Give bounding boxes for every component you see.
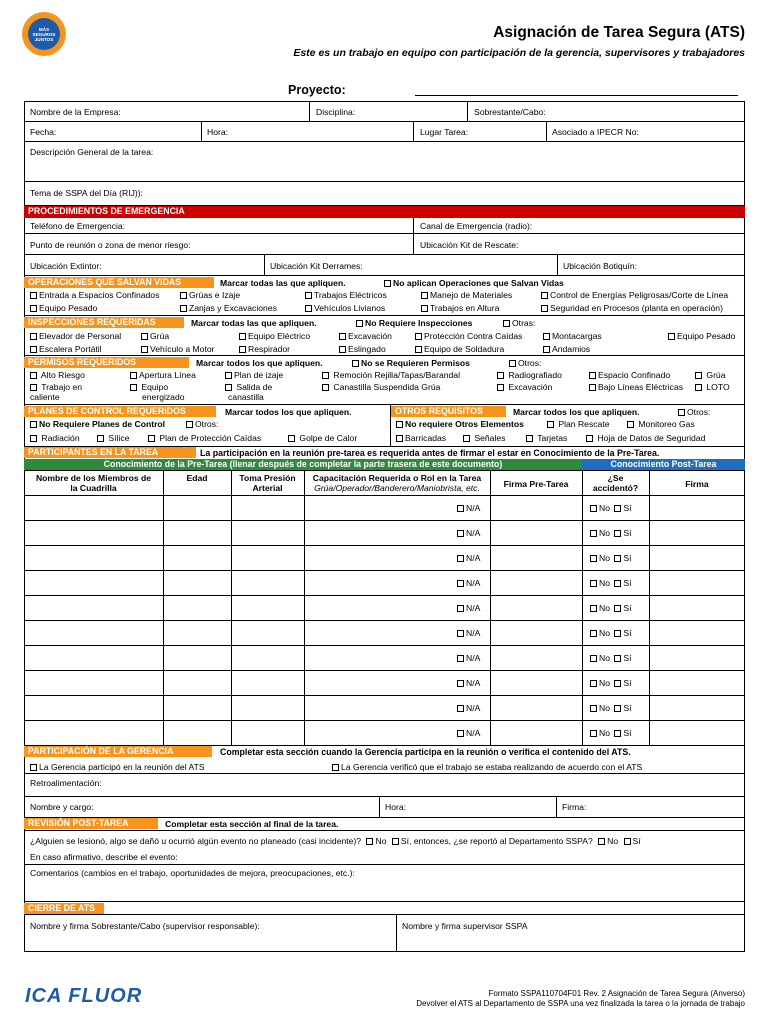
gerencia-title: PARTICIPACIÓN DE LA GERENCIA [28,746,174,756]
perm-item[interactable]: Alto Riesgo [30,370,85,380]
na-checkbox[interactable]: N/A [457,703,480,713]
participantes-note: La participación en la reunión pre-tarea es requerida antes de firmar el estar en Conocimiento de la Pre-Tarea. [200,448,660,458]
kit-rescate-label: Ubicación Kit de Rescate: [420,240,519,250]
plan-item[interactable]: Radiación [30,433,80,443]
post-tarea-title: Conocimiento Post-Tarea [610,459,717,469]
otros-item[interactable]: Señales [463,433,505,443]
table-row [24,520,745,521]
accident-checkbox[interactable]: No Sí [590,653,632,663]
checkbox[interactable] [384,280,391,287]
otros-req-bar [391,406,506,417]
logo-line-1: MÁS [38,27,50,32]
checkbox-reportado-si[interactable] [624,838,631,845]
checkbox-no[interactable] [366,838,373,845]
permisos-no-req[interactable]: No se Requieren Permisos [352,358,470,368]
canal-label: Canal de Emergencia (radio): [420,221,533,231]
pre-tarea-title: Conocimiento de la Pre-Tarea (llenar después de completar la parte trasera de este documento) [103,459,503,469]
col-nombre: Nombre de los Miembros de la Cuadrilla [35,473,152,493]
perm-item[interactable]: Apertura Línea [130,370,196,380]
emergency-title: PROCEDIMIENTOS DE EMERGENCIA [28,206,185,216]
na-checkbox[interactable]: N/A [457,628,480,638]
otros-item[interactable]: Hoja de Datos de Seguridad [586,433,705,443]
na-checkbox[interactable]: N/A [457,578,480,588]
perm-item[interactable]: Espacio Confinado [589,370,670,380]
footer-format: Formato SSPA110704F01 Rev. 2 Asignación de Tarea Segura (Anverso) [488,989,745,998]
na-checkbox[interactable]: N/A [457,603,480,613]
col-lesion: ¿Se accidentó? [592,473,639,493]
perm-item[interactable]: Excavación [497,382,552,392]
op-item[interactable]: Control de Energías Peligrosas/Corte de Línea [541,290,728,300]
extintor-label: Ubicación Extintor: [30,261,102,271]
revision-note: Completar esta sección al final de la tarea. [165,819,339,829]
logo-line-3: JUNTOS [34,37,54,42]
permisos-title: PERMISOS REQUERIDOS [28,357,137,367]
insp-item[interactable]: Grúa [141,331,169,341]
col-edad: Edad [186,473,208,483]
gerencia-opt1[interactable]: La Gerencia participó en la reunión del ATS [30,762,205,772]
logo-line-2: SEGUROS [32,32,56,37]
planes-no-req[interactable]: No Requiere Planes de Control [30,419,165,429]
plan-item[interactable]: Golpe de Calor [288,433,357,443]
op-item[interactable]: Grúas e Izaje [180,290,240,300]
inspecciones-bar [24,317,184,328]
insp-item[interactable]: Andamios [543,344,590,354]
descripcion-label: Descripción General de la tarea: [30,147,154,157]
planes-title: PLANES DE CONTROL REQUERIDOS [28,406,186,416]
op-item[interactable]: Vehículos Livianos [305,303,385,313]
footer-instr: Devolver el ATS al Departamento de SSPA una vez finalizada la tarea o la jornada de trabajo [416,999,745,1008]
tema-label: Tema de SSPA del Día (RIJ)): [30,188,144,198]
na-checkbox[interactable]: N/A [457,678,480,688]
otros-item[interactable]: Barricadas [396,433,446,443]
plan-item[interactable]: Plan de Protección Caídas [148,433,261,443]
insp-item[interactable]: Escalera Portátil [30,344,102,354]
accident-checkbox[interactable]: No Sí [590,728,632,738]
otros-item[interactable]: Tarjetas [526,433,567,443]
revision-title: REVISIÓN POST-TAREA [28,818,129,828]
col-capacitacion: Capacitación Requerida o Rol en la Tarea Grúa/Operador/Banderero/Maniobrista, etc. [312,473,482,493]
insp-item[interactable]: Elevador de Personal [30,331,121,341]
project-label: Proyecto: [288,83,346,97]
project-line[interactable] [415,95,738,96]
insp-item[interactable]: Protección Contra Caídas [415,331,522,341]
empresa-label: Nombre de la Empresa: [30,107,121,117]
na-checkbox[interactable]: N/A [457,503,480,513]
na-checkbox[interactable]: N/A [457,653,480,663]
lugar-label: Lugar Tarea: [420,127,469,137]
plan-item[interactable]: Sílice [97,433,129,443]
operaciones-bar [24,277,214,288]
inspecciones-title: INSPECCIONES REQUERIDAS [28,317,156,327]
planes-instr: Marcar todos los que apliquen. [225,407,352,417]
perm-item[interactable]: Remoción Rejilla/Tapas/Barandal [322,370,460,380]
participantes-bar [24,447,196,458]
permisos-bar [24,357,189,368]
emergency-bar [24,206,745,218]
perm-item-salida-canastilla[interactable]: Salida de canastilla [225,382,272,402]
table-row [24,695,745,696]
retro-label: Retroalimentación: [30,778,102,788]
cierre-bar [24,903,104,914]
telefono-label: Teléfono de Emergencia: [30,221,126,231]
na-checkbox[interactable]: N/A [457,528,480,538]
insp-item[interactable]: Equipo Pesado [668,331,735,341]
hora-label: Hora: [207,127,229,137]
permisos-otros[interactable]: Otros: [509,358,541,368]
otros-item[interactable]: Plan Rescate [547,419,610,429]
table-row [24,720,745,721]
op-item[interactable]: Trabajos Eléctricos [305,290,387,300]
sobrestante-label: Sobrestante/Cabo: [474,107,546,117]
operaciones-instr: Marcar todas las que apliquen. [220,278,346,288]
safety-logo [22,12,66,56]
gerencia-opt2[interactable]: La Gerencia verificó que el trabajo se estaba realizando de acuerdo con el ATS [332,762,642,772]
insp-item[interactable]: Equipo Eléctrico [239,331,310,341]
insp-item[interactable]: Respirador [239,344,290,354]
gerencia-hora-label: Hora: [385,802,407,812]
operaciones-no-aplica[interactable]: No aplican Operaciones que Salvan Vidas [384,278,564,288]
reunion-label: Punto de reunión o zona de menor riesgo: [30,240,191,250]
checkbox-si[interactable] [392,838,399,845]
inspecciones-instr: Marcar todas las que apliquen. [191,318,317,328]
botiquin-label: Ubicación Botiquín: [563,261,638,271]
op-item[interactable]: Equipo Pesado [30,303,97,313]
op-item[interactable]: Manejo de Materiales [421,290,512,300]
cierre-title: CIERRE DE ATS [28,903,95,913]
fecha-label: Fecha: [30,127,57,137]
insp-item[interactable]: Montacargas [543,331,602,341]
accident-checkbox[interactable]: No Sí [590,703,632,713]
accident-checkbox[interactable]: No Sí [590,628,632,638]
otros-req-no-req[interactable]: No requiere Otros Elementos [396,419,524,429]
accident-checkbox[interactable]: No Sí [590,528,632,538]
otros-req-otros[interactable]: Otros: [678,407,710,417]
insp-item[interactable]: Eslingado [339,344,386,354]
table-row [24,620,745,621]
table-row [24,545,745,546]
col-presion: Toma Presión Arterial [239,473,296,493]
inspecciones-no-req[interactable]: No Requiere Inspecciones [356,318,472,328]
page-subtitle: Este es un trabajo en equipo con participación de la gerencia, supervisores y trabajadores [293,47,745,59]
gerencia-bar [24,746,212,757]
op-item[interactable]: Seguridad en Procesos (planta en operación) [541,303,723,313]
accident-checkbox[interactable]: No Sí [590,678,632,688]
perm-item[interactable]: Canastilla Suspendida Grúa [322,382,440,392]
op-item[interactable]: Entrada a Espacios Confinados [30,290,159,300]
checkbox-reportado-no[interactable] [598,838,605,845]
revision-question: ¿Alguien se lesionó, algo se dañó u ocurrió algún evento no planeado (casi incidente)? No Sí, entonces, ¿se reportó al Departamento SSPA? No Sí [30,836,641,846]
brand-logo: ICA FLUOR [25,985,143,1007]
insp-item[interactable]: Excavación [339,331,392,341]
gerencia-note: Completar esta sección cuando la Gerencia participa en la reunión o verifica el contenido del ATS. [220,747,631,757]
table-row [24,670,745,671]
otros-item[interactable]: Monitoreo Gas [627,419,695,429]
pre-tarea-bar [24,459,582,470]
table-row [24,595,745,596]
perm-item[interactable]: Plan de izaje [225,370,283,380]
gerencia-nombre-label: Nombre y cargo: [30,802,94,812]
disciplina-label: Disciplina: [316,107,356,117]
na-checkbox[interactable]: N/A [457,553,480,563]
na-checkbox[interactable]: N/A [457,728,480,738]
perm-item-equipo-energizado[interactable]: Equipo energizado [130,382,185,402]
cierre-sobrestante-label: Nombre y firma Sobrestante/Cabo (supervisor responsable): [30,921,260,931]
op-item[interactable]: Trabajos en Altura [421,303,499,313]
accident-checkbox[interactable]: No Sí [590,503,632,513]
insp-item[interactable]: Vehículo a Motor [141,344,215,354]
planes-bar [24,406,216,417]
participantes-title: PARTICIPANTES EN LA TAREA [28,447,159,457]
page-title: Asignación de Tarea Segura (ATS) [493,24,745,41]
table-row [24,570,745,571]
permisos-instr: Marcar todos los que apliquen. [196,358,323,368]
accident-checkbox[interactable]: No Sí [590,553,632,563]
otros-req-title: OTROS REQUISITOS [395,406,483,416]
perm-item[interactable]: Radiografiado [497,370,562,380]
perm-item-trabajo-caliente[interactable]: Trabajo en caliente [30,382,82,402]
otros-req-instr: Marcar todos los que apliquen. [513,407,640,417]
describe-label: En caso afirmativo, describe el evento: [30,852,178,862]
inspecciones-otros[interactable]: Otras: [503,318,535,328]
table-row [24,645,745,646]
gerencia-firma-label: Firma: [562,802,587,812]
post-tarea-bar [582,459,745,470]
ipecr-label: Asociado a IPECR No: [552,127,639,137]
perm-item[interactable]: Grúa [695,370,726,380]
accident-checkbox[interactable]: No Sí [590,578,632,588]
perm-item[interactable]: Bajo Líneas Eléctricas [589,382,683,392]
col-firma-pre: Firma Pre-Tarea [503,479,569,489]
cierre-supervisor-label: Nombre y firma supervisor SSPA [402,921,528,931]
comentarios-label: Comentarios (cambios en el trabajo, oportunidades de mejora, preocupaciones, etc.): [30,868,355,878]
insp-item[interactable]: Equipo de Soldadura [415,344,504,354]
accident-checkbox[interactable]: No Sí [590,603,632,613]
op-item[interactable]: Zanjas y Excavaciones [180,303,277,313]
operaciones-title: OPERACIONES QUE SALVAN VIDAS [28,277,182,287]
planes-otros[interactable]: Otros: [186,419,218,429]
derrames-label: Ubicación Kit Derrames: [270,261,363,271]
perm-item[interactable]: LOTO [695,382,730,392]
col-firma: Firma [685,479,709,489]
revision-bar [24,818,158,829]
